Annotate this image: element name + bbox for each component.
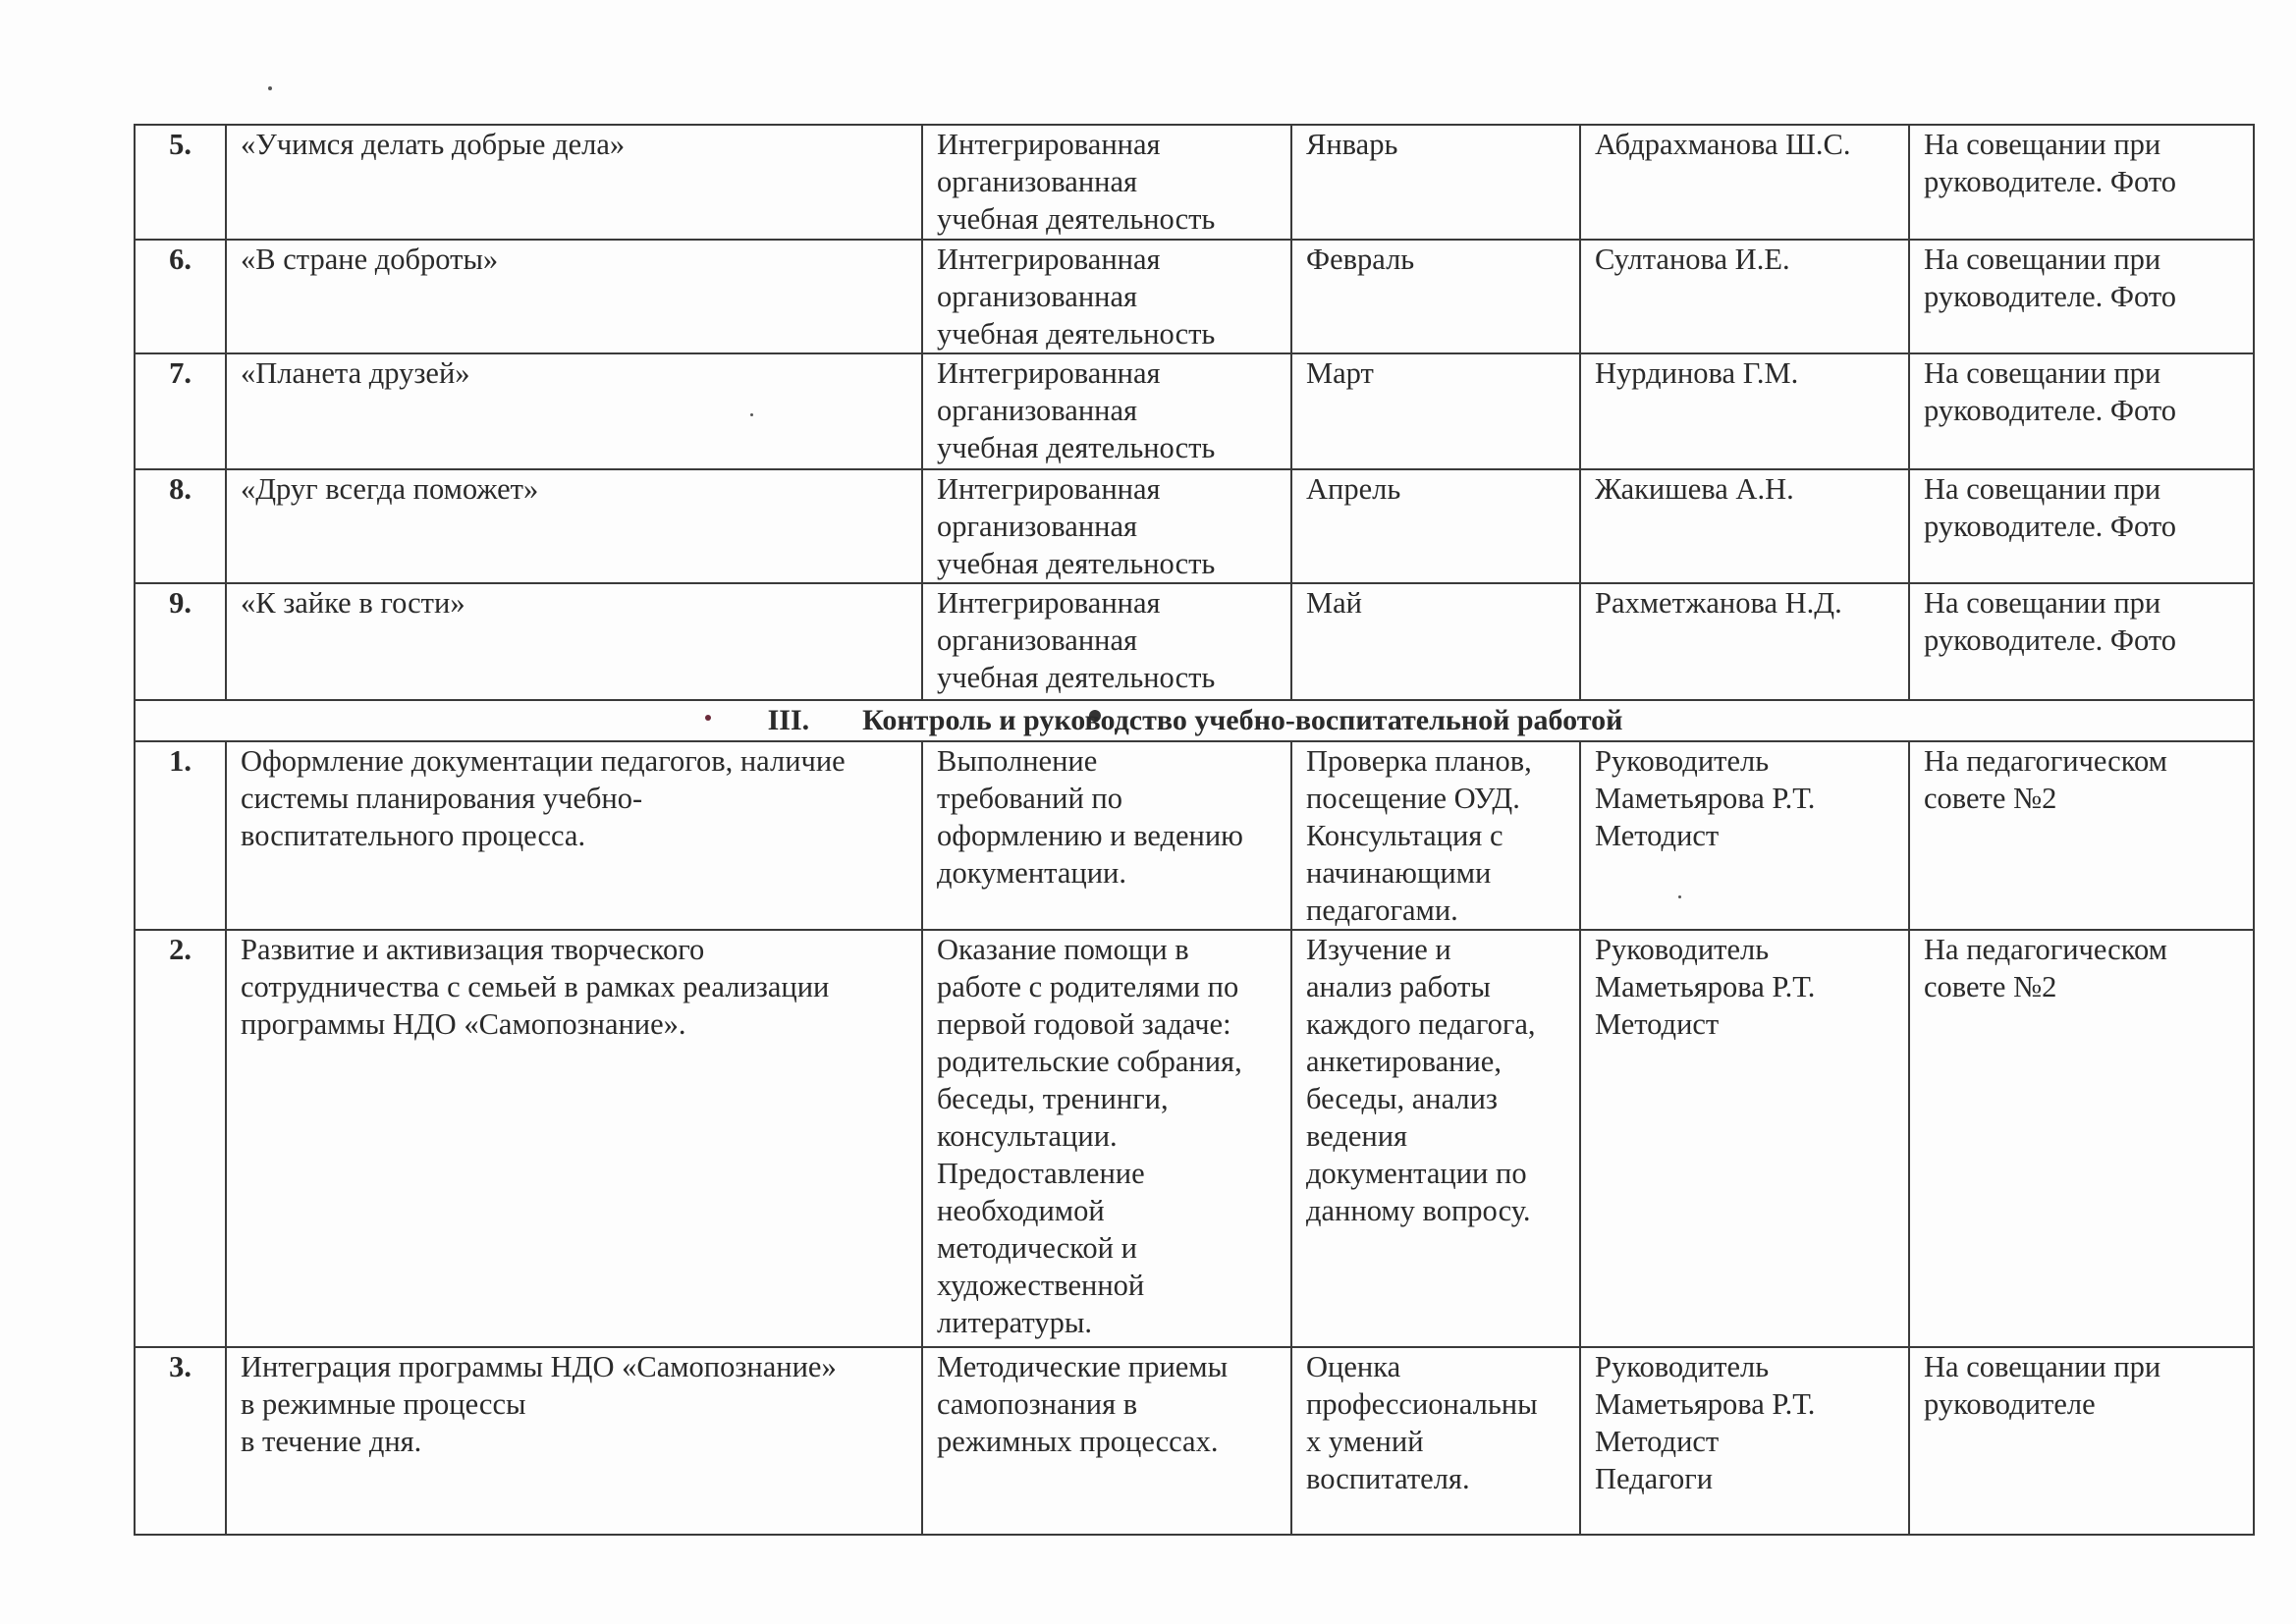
event-time: Февраль bbox=[1291, 240, 1580, 353]
event-form: Интегрированная организованная учебная деятельность bbox=[922, 240, 1291, 353]
event-time: Май bbox=[1291, 583, 1580, 700]
row-number: 5. bbox=[135, 125, 226, 240]
event-time: Проверка планов, посещение ОУД. Консультация с начинающими педагогами. bbox=[1291, 741, 1580, 930]
event-time: Изучение и анализ работы каждого педагога, анкетирование, беседы, анализ ведения документации по данному вопросу. bbox=[1291, 930, 1580, 1347]
row-number: 9. bbox=[135, 583, 226, 700]
event-title: Развитие и активизация творческого сотрудничества с семьей в рамках реализации программы НДО «Самопознание». bbox=[226, 930, 922, 1347]
event-title: «Друг всегда поможет» bbox=[226, 469, 922, 583]
event-responsible: Руководитель Маметьярова Р.Т. Методист bbox=[1580, 930, 1909, 1347]
event-title: Интеграция программы НДО «Самопознание» в режимные процессы в течение дня. bbox=[226, 1347, 922, 1535]
event-output: На совещании при руководителе. Фото bbox=[1909, 125, 2254, 240]
event-responsible: Султанова И.Е. bbox=[1580, 240, 1909, 353]
section-number: III. bbox=[767, 704, 810, 736]
row-number: 6. bbox=[135, 240, 226, 353]
event-title: «К зайке в гости» bbox=[226, 583, 922, 700]
row-number: 1. bbox=[135, 741, 226, 930]
section-title: Контроль и руководство учебно-воспитательной работой bbox=[862, 704, 1623, 736]
row-number: 8. bbox=[135, 469, 226, 583]
event-title: «В стране доброты» bbox=[226, 240, 922, 353]
event-time: Март bbox=[1291, 353, 1580, 469]
event-form: Интегрированная организованная учебная деятельность bbox=[922, 353, 1291, 469]
plan-table bbox=[134, 124, 2255, 1536]
event-time: Январь bbox=[1291, 125, 1580, 240]
row-number: 3. bbox=[135, 1347, 226, 1535]
event-responsible: Руководитель Маметьярова Р.Т. Методист bbox=[1580, 741, 1909, 930]
event-responsible: Руководитель Маметьярова Р.Т. Методист Педагоги bbox=[1580, 1347, 1909, 1535]
event-output: На педагогическом совете №2 bbox=[1909, 741, 2254, 930]
table-row bbox=[135, 583, 2254, 700]
event-output: На совещании при руководителе bbox=[1909, 1347, 2254, 1535]
event-output: На совещании при руководителе. Фото bbox=[1909, 583, 2254, 700]
event-time: Апрель bbox=[1291, 469, 1580, 583]
table-row bbox=[135, 125, 2254, 240]
event-title: «Учимся делать добрые дела» bbox=[226, 125, 922, 240]
event-time: Оценка профессиональны х умений воспитателя. bbox=[1291, 1347, 1580, 1535]
table-row bbox=[135, 469, 2254, 583]
event-output: На совещании при руководителе. Фото bbox=[1909, 240, 2254, 353]
table-row bbox=[135, 930, 2254, 1347]
event-responsible: Абдрахманова Ш.С. bbox=[1580, 125, 1909, 240]
event-form: Интегрированная организованная учебная деятельность bbox=[922, 125, 1291, 240]
event-form: Выполнение требований по оформлению и ведению документации. bbox=[922, 741, 1291, 930]
table-row bbox=[135, 741, 2254, 930]
section-header-row bbox=[135, 700, 2254, 741]
event-form: Интегрированная организованная учебная деятельность bbox=[922, 583, 1291, 700]
event-output: На совещании при руководителе. Фото bbox=[1909, 469, 2254, 583]
event-output: На совещании при руководителе. Фото bbox=[1909, 353, 2254, 469]
event-form: Оказание помощи в работе с родителями по первой годовой задаче: родительские собрания, беседы, тренинги, консультации. Предоставление необходимой методической и художественной литературы. bbox=[922, 930, 1291, 1347]
event-form: Методические приемы самопознания в режимных процессах. bbox=[922, 1347, 1291, 1535]
event-responsible: Жакишева А.Н. bbox=[1580, 469, 1909, 583]
table-row bbox=[135, 1347, 2254, 1535]
event-output: На педагогическом совете №2 bbox=[1909, 930, 2254, 1347]
event-title: «Планета друзей» bbox=[226, 353, 922, 469]
scan-speck bbox=[268, 86, 272, 90]
event-responsible: Рахметжанова Н.Д. bbox=[1580, 583, 1909, 700]
table-row bbox=[135, 353, 2254, 469]
section-header bbox=[135, 700, 2254, 741]
table-row bbox=[135, 240, 2254, 353]
event-title: Оформление документации педагогов, наличие системы планирования учебно- воспитательного процесса. bbox=[226, 741, 922, 930]
event-form: Интегрированная организованная учебная деятельность bbox=[922, 469, 1291, 583]
event-responsible: Нурдинова Г.М. bbox=[1580, 353, 1909, 469]
row-number: 2. bbox=[135, 930, 226, 1347]
row-number: 7. bbox=[135, 353, 226, 469]
